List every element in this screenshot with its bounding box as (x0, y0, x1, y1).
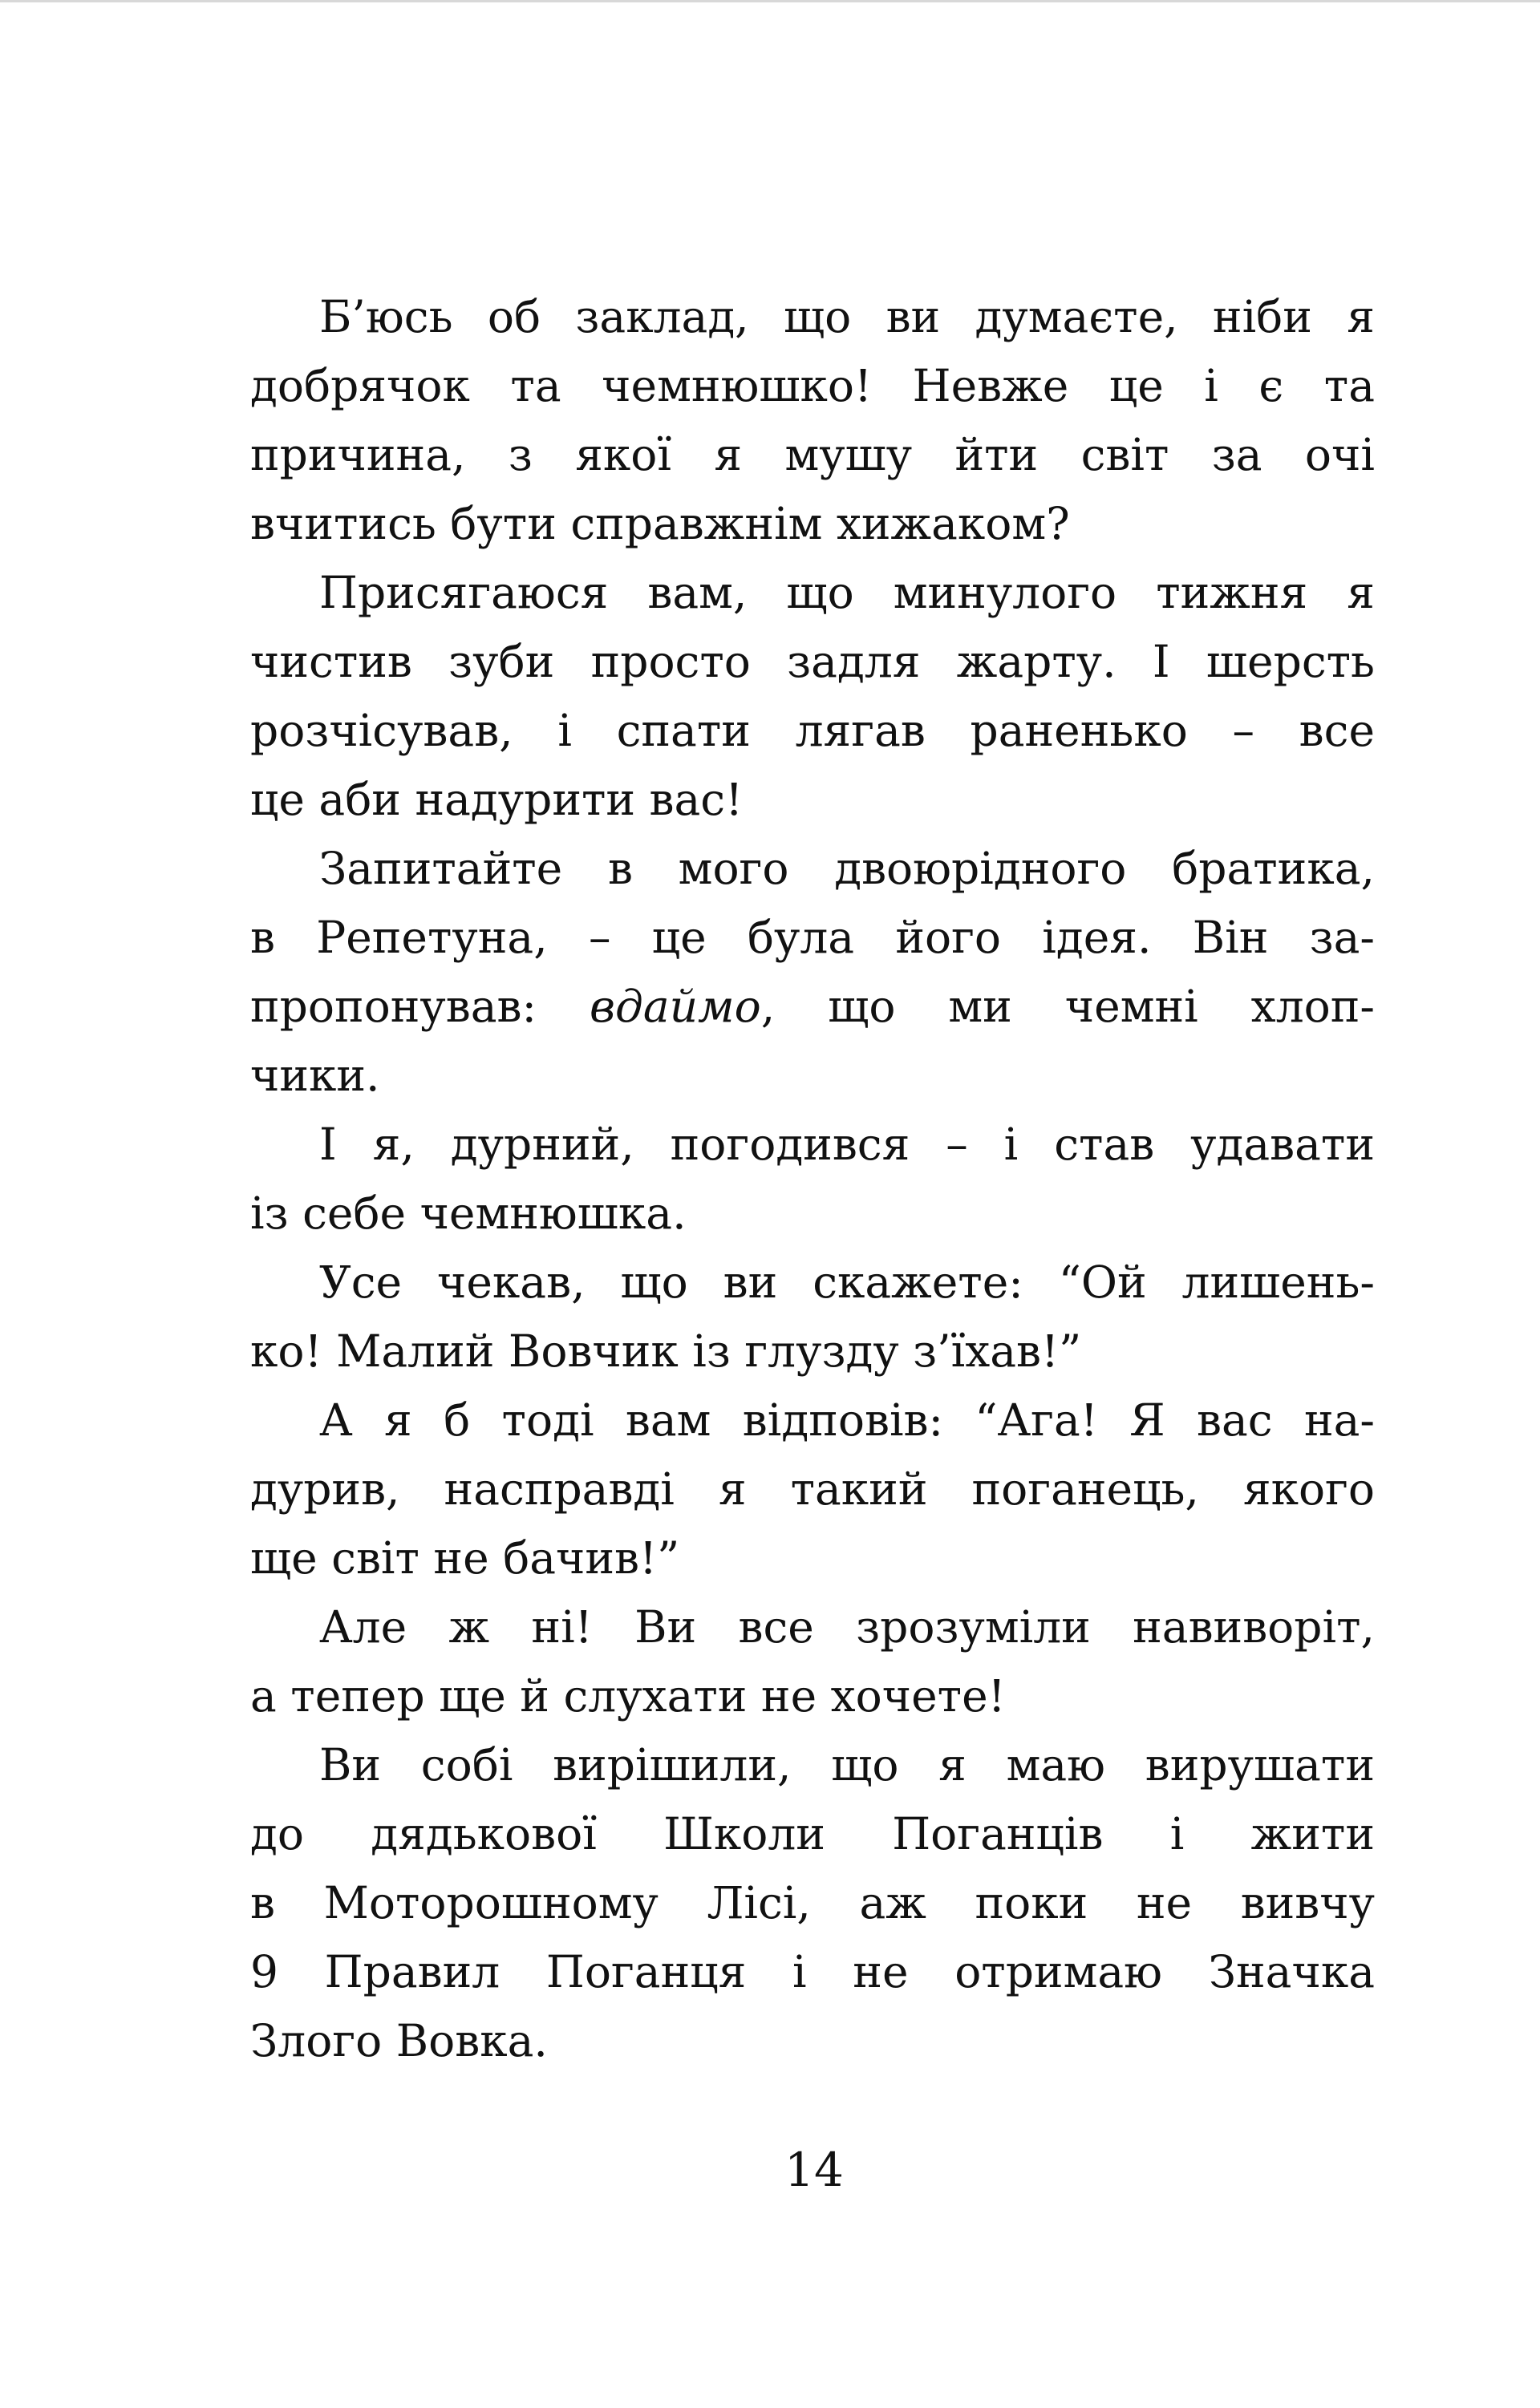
text-line: Запитайте в мого двоюрідного братика, (319, 843, 1375, 894)
text-line: чистив зуби просто задля жарту. І шерсть (250, 636, 1375, 687)
text-line: вчитись бути справжнім хижаком? (250, 498, 1070, 549)
paragraph (250, 1386, 1375, 1593)
paragraph (250, 282, 1375, 558)
text-line: 9 Правил Поганця і не отримаю Значка (250, 1946, 1375, 1997)
text-line: ще світ не бачив!” (250, 1532, 680, 1584)
text-line: в Репетуна, – це була його ідея. Він за- (250, 912, 1375, 963)
text-line: ко! Малий Вовчик із глузду з’їхав!” (250, 1325, 1082, 1377)
page-top-border (0, 0, 1540, 2)
body-text (250, 282, 1375, 2075)
text-line: до дядькової Школи Поганців і жити (250, 1808, 1375, 1860)
text-line (250, 972, 1375, 1041)
page-number: 14 (784, 2143, 844, 2197)
paragraph (250, 1593, 1375, 1730)
text-segment: пропонував: (250, 981, 590, 1032)
text-line: Злого Вовка. (250, 2015, 548, 2066)
text-line: добрячок та чемнюшко! Невже це і є та (250, 360, 1375, 411)
text-line: а тепер ще й слухати не хочете! (250, 1670, 1006, 1722)
text-segment: , що ми чемні хлоп- (760, 981, 1375, 1032)
paragraph (250, 558, 1375, 834)
text-line: Усе чекав, що ви скажете: “Ой лишень- (319, 1257, 1375, 1308)
text-line: це аби надурити вас! (250, 774, 744, 825)
paragraph (250, 834, 1375, 1110)
text-line: Ви собі вирішили, що я маю вирушати (319, 1739, 1375, 1791)
text-line: Б’юсь об заклад, що ви думаєте, ніби я (319, 291, 1375, 342)
text-line: А я б тоді вам відповів: “Ага! Я вас на- (319, 1394, 1375, 1446)
italic-text: вдаймо (589, 981, 761, 1032)
paragraph (250, 1110, 1375, 1248)
paragraph (250, 1248, 1375, 1386)
text-line: причина, з якої я мушу йти світ за очі (250, 429, 1375, 480)
paragraph (250, 1730, 1375, 2075)
text-line: із себе чемнюшка. (250, 1188, 687, 1239)
text-line: чики. (250, 1050, 380, 1101)
text-line: в Моторошному Лісі, аж поки не вивчу (250, 1877, 1375, 1928)
text-line: І я, дурний, погодився – і став удавати (319, 1119, 1375, 1170)
text-line: Присягаюся вам, що минулого тижня я (319, 567, 1375, 618)
text-line: Але ж ні! Ви все зрозуміли навиворіт, (319, 1601, 1375, 1653)
text-line: розчісував, і спати лягав раненько – все (250, 705, 1375, 756)
text-line: дурив, насправді я такий поганець, якого (250, 1463, 1375, 1515)
